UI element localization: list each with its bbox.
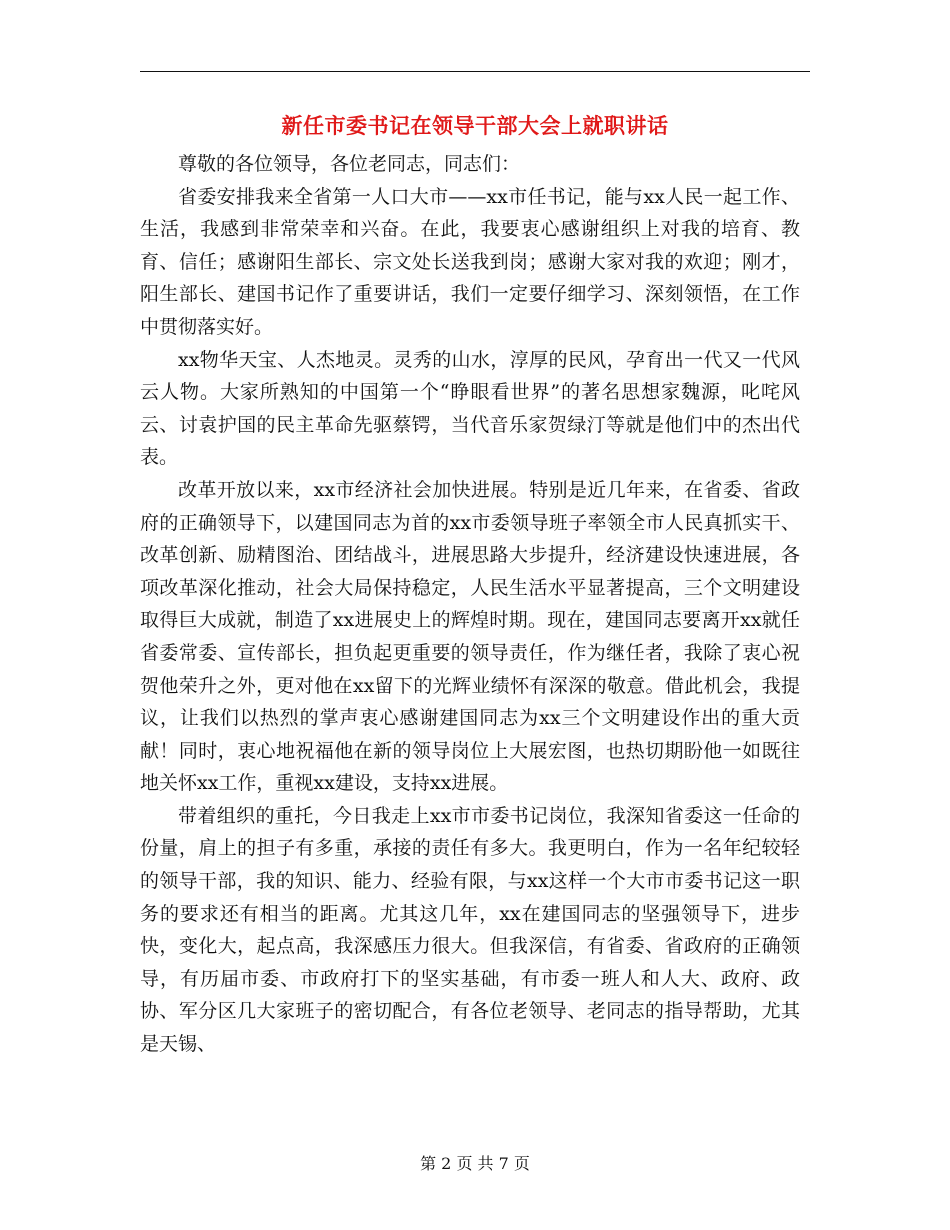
header-rule	[140, 71, 810, 72]
document-body	[140, 148, 800, 1061]
body-paragraph-3: 改革开放以来，xx市经济社会加快进展。特别是近几年来，在省委、省政府的正确领导下，以建国同志为首的xx市委领导班子率领全市人民真抓实干、改革创新、励精图治、团结战斗，进展思路大步提升，经济建设快速进展，各项改革深化推动，社会大局保持稳定，人民生活水平显著提高，三个文明建设取得巨大成就，制造了xx进展史上的辉煌时期。现在，建国同志要离开xx就任省委常委、宣传部长，担负起更重要的领导责任，作为继任者，我除了衷心祝贺他荣升之外，更对他在xx留下的光辉业绩怀有深深的敬意。借此机会，我提议，让我们以热烈的掌声衷心感谢建国同志为xx三个文明建设作出的重大贡献！同时，衷心地祝福他在新的领导岗位上大展宏图，也热切期盼他一如既往地关怀xx工作，重视xx建设，支持xx进展。	[140, 478, 800, 795]
body-paragraph-2: xx物华天宝、人杰地灵。灵秀的山水，淳厚的民风，孕育出一代又一代风云人物。大家所熟知的中国第一个“睁眼看世界”的著名思想家魏源，叱咤风云、讨袁护国的民主革命先驱蔡锷，当代音乐家贺绿汀等就是他们中的杰出代表。	[140, 348, 800, 469]
salutation-paragraph: 尊敬的各位领导，各位老同志，同志们：	[178, 153, 521, 175]
body-paragraph-1: 省委安排我来全省第一人口大市——xx市任书记，能与xx人民一起工作、生活，我感到非常荣幸和兴奋。在此，我要衷心感谢组织上对我的培育、教育、信任；感谢阳生部长、宗文处长送我到岗；感谢大家对我的欢迎；刚才，阳生部长、建国书记作了重要讲话，我们一定要仔细学习、深刻领悟，在工作中贯彻落实好。	[140, 185, 800, 338]
document-title: 新任市委书记在领导干部大会上就职讲话	[281, 113, 669, 138]
page-number-footer: 第 2 页 共 7 页	[420, 1154, 530, 1173]
body-paragraph-4: 带着组织的重托，今日我走上xx市市委书记岗位，我深知省委这一任命的份量，肩上的担子有多重，承接的责任有多大。我更明白，作为一名年纪较轻的领导干部，我的知识、能力、经验有限，与xx这样一个大市市委书记这一职务的要求还有相当的距离。尤其这几年，xx在建国同志的坚强领导下，进步快，变化大，起点高，我深感压力很大。但我深信，有省委、省政府的正确领导，有历届市委、市政府打下的坚实基础，有市委一班人和人大、政府、政协、军分区几大家班子的密切配合，有各位老领导、老同志的指导帮助，尤其是天锡、	[140, 804, 800, 1056]
